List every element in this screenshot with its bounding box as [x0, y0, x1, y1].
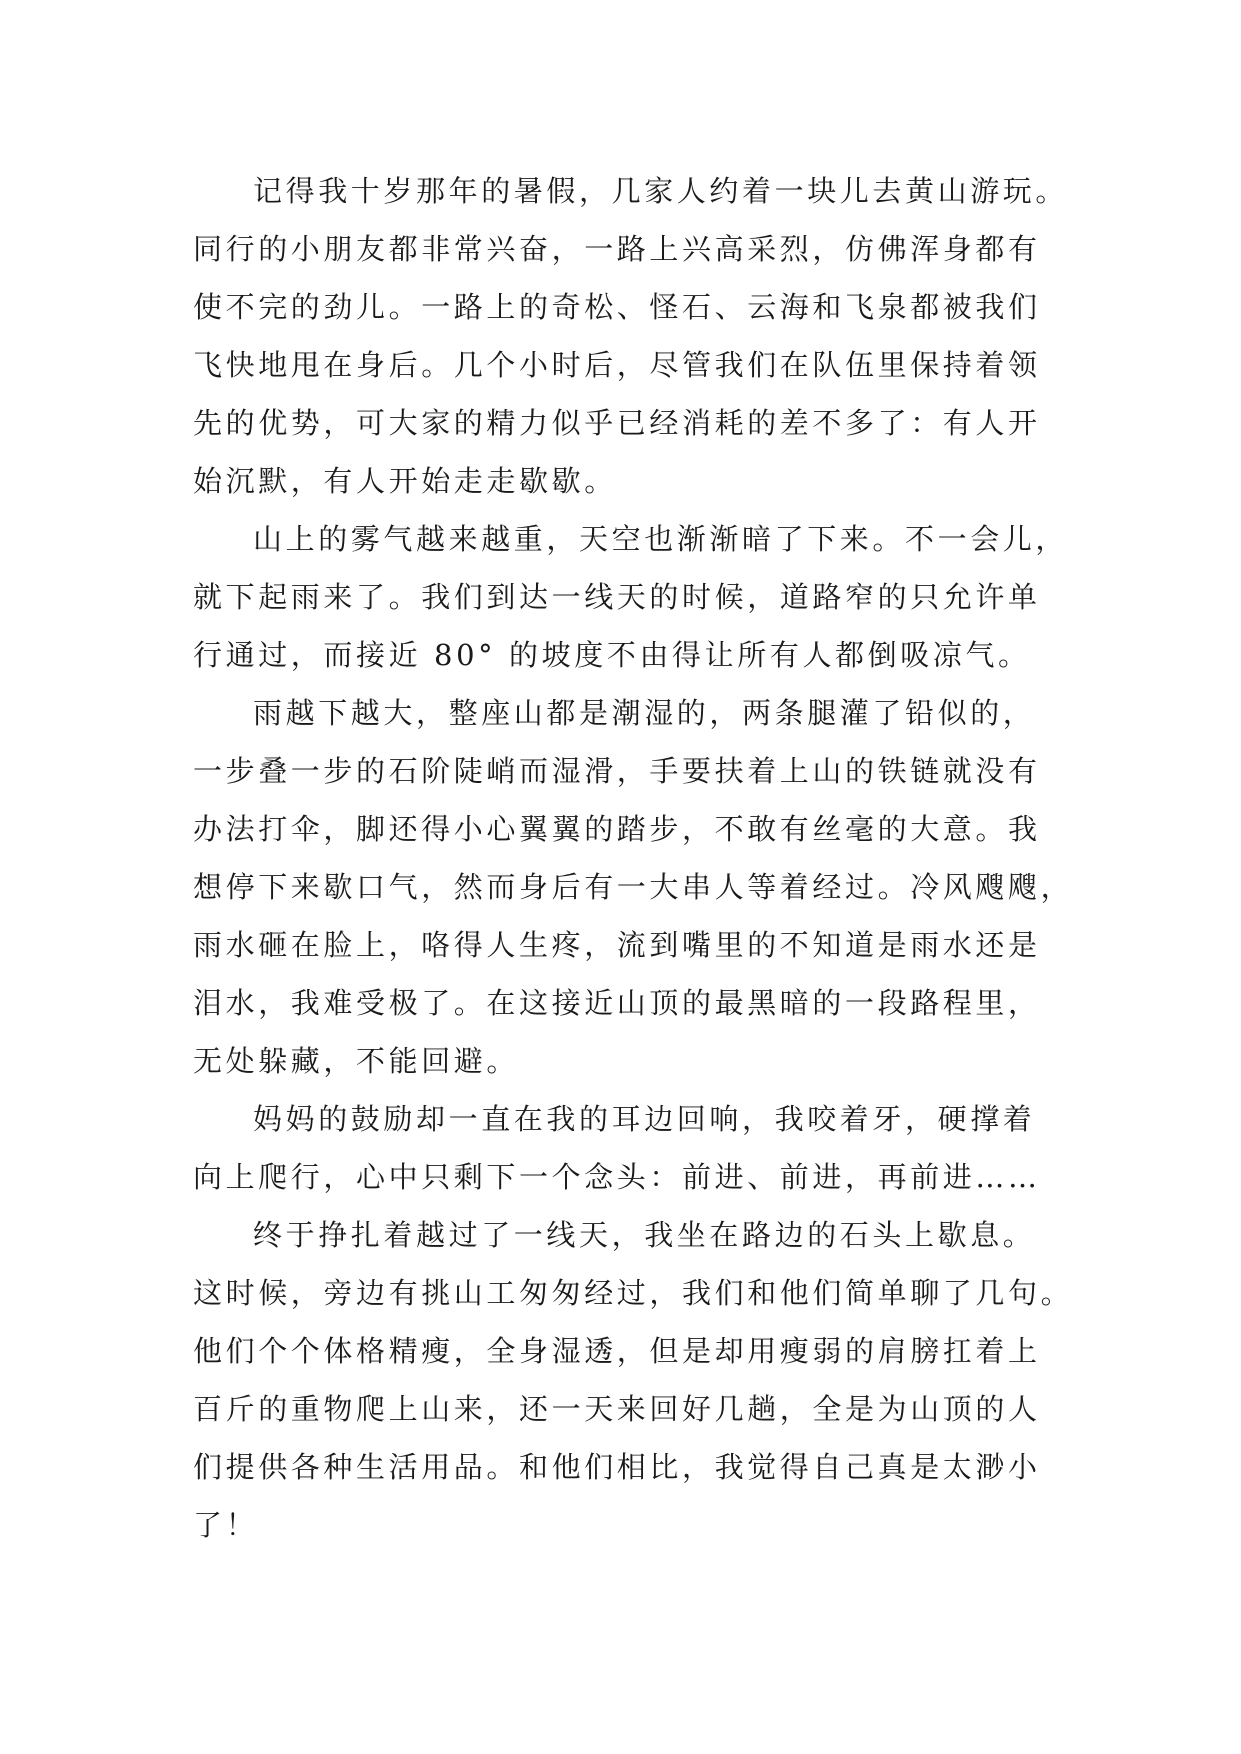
text-line: 终于挣扎着越过了一线天，我坐在路边的石头上歇息。: [253, 1218, 1036, 1252]
text-line: 泪水，我难受极了。在这接近山顶的最黑暗的一段路程里，: [193, 986, 1041, 1020]
text-line: 先的优势，可大家的精力似乎已经消耗的差不多了：有人开: [193, 406, 1041, 440]
text-line: 雨水砸在脸上，咯得人生疼，流到嘴里的不知道是雨水还是: [193, 928, 1041, 962]
text-line: 了！: [193, 1508, 259, 1542]
text-line: 飞快地甩在身后。几个小时后，尽管我们在队伍里保持着领: [193, 348, 1041, 382]
text-line: 向上爬行，心中只剩下一个念头：前进、前进，再前进……: [193, 1160, 1041, 1194]
text-line: 办法打伞，脚还得小心翼翼的踏步，不敢有丝毫的大意。我: [193, 812, 1041, 846]
text-line: 同行的小朋友都非常兴奋，一路上兴高采烈，仿佛浑身都有: [193, 232, 1041, 266]
text-line: 想停下来歇口气，然而身后有一大串人等着经过。冷风飕飕，: [193, 870, 1074, 904]
text-line: 就下起雨来了。我们到达一线天的时候，道路窄的只允许单: [193, 580, 1041, 614]
text-line: 他们个个体格精瘦，全身湿透，但是却用瘦弱的肩膀扛着上: [193, 1334, 1041, 1368]
text-line: 们提供各种生活用品。和他们相比，我觉得自己真是太渺小: [193, 1450, 1041, 1484]
text-line: 这时候，旁边有挑山工匆匆经过，我们和他们简单聊了几句。: [193, 1276, 1074, 1310]
text-line: 记得我十岁那年的暑假，几家人约着一块儿去黄山游玩。: [253, 174, 1069, 208]
text-line: 使不完的劲儿。一路上的奇松、怪石、云海和飞泉都被我们: [193, 290, 1041, 324]
text-line: 妈妈的鼓励却一直在我的耳边回响，我咬着牙，硬撑着: [253, 1102, 1036, 1136]
text-line: 始沉默，有人开始走走歇歇。: [193, 464, 617, 498]
text-line: 一步叠一步的石阶陡峭而湿滑，手要扶着上山的铁链就没有: [193, 754, 1041, 788]
text-line: 雨越下越大，整座山都是潮湿的，两条腿灌了铅似的，: [253, 696, 1036, 730]
text-line: 行通过，而接近 80° 的坡度不由得让所有人都倒吸凉气。: [193, 638, 1031, 672]
text-line: 百斤的重物爬上山来，还一天来回好几趟，全是为山顶的人: [193, 1392, 1041, 1426]
essay-body: [193, 162, 1093, 1554]
text-line: 山上的雾气越来越重，天空也渐渐暗了下来。不一会儿，: [253, 522, 1069, 556]
text-line: 无处躲藏，不能回避。: [193, 1044, 520, 1078]
